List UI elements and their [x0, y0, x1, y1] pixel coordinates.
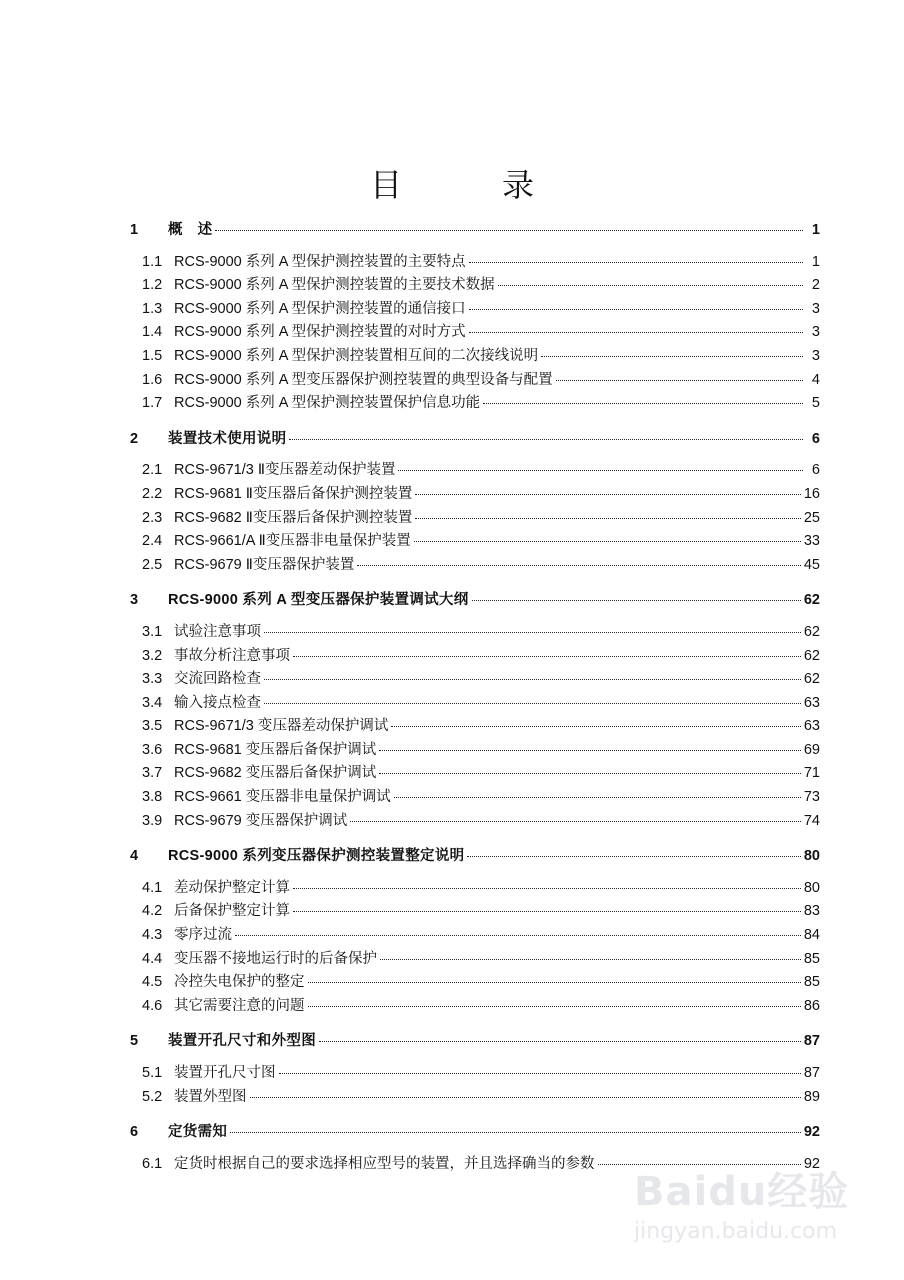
toc-section-entry[interactable]	[130, 667, 820, 691]
toc-entry-number: 2.2	[142, 485, 163, 502]
toc-page-number: 16	[803, 485, 820, 502]
toc-entry-title: RCS-9679 变压器保护调试	[174, 812, 348, 829]
toc-entry-number: 3.4	[142, 694, 163, 711]
toc-section-entry[interactable]	[130, 344, 820, 368]
toc-section-entry[interactable]	[130, 1061, 820, 1085]
toc-dot-leader	[235, 934, 801, 936]
toc-chapter-entry[interactable]	[130, 1029, 820, 1053]
toc-section-entry[interactable]	[130, 947, 820, 971]
toc-page-number: 5	[811, 395, 820, 412]
toc-entry-number: 3.3	[142, 671, 163, 688]
toc-entry-number: 5.2	[142, 1088, 163, 1105]
toc-dot-leader	[264, 702, 801, 704]
toc-page-number: 3	[811, 324, 820, 341]
toc-chapter-entry[interactable]	[130, 218, 820, 242]
toc-entry-title: 试验注意事项	[174, 623, 261, 640]
toc-dot-leader	[264, 631, 801, 633]
toc-entry-number: 1.6	[142, 371, 163, 388]
page-title: 目 录	[369, 166, 568, 204]
toc-dot-leader	[469, 308, 803, 310]
toc-entry-title: 其它需要注意的问题	[174, 997, 305, 1014]
toc-page-number: 1	[811, 222, 820, 238]
toc-page-number: 62	[803, 623, 820, 640]
toc-page-number: 83	[803, 903, 820, 920]
toc-page-number: 62	[803, 592, 820, 609]
toc-entry-title: RCS-9671/3 Ⅱ变压器差动保护装置	[174, 462, 396, 479]
watermark-logo: Baidu经验	[634, 1169, 850, 1215]
toc-page-number: 6	[811, 430, 820, 447]
toc-entry-number: 2.5	[142, 556, 163, 573]
toc-page-number: 85	[803, 950, 820, 967]
toc-section-entry[interactable]	[130, 923, 820, 947]
toc-page-number: 69	[803, 741, 820, 758]
toc-dot-leader	[379, 749, 801, 751]
toc-entry-title: RCS-9682 变压器后备保护调试	[174, 765, 377, 782]
toc-chapter-entry[interactable]	[130, 427, 820, 451]
toc-dot-leader	[556, 379, 803, 381]
toc-page-number: 73	[803, 789, 820, 806]
toc-section-entry[interactable]	[130, 506, 820, 530]
toc-dot-leader	[293, 910, 801, 912]
toc-entry-title: RCS-9681 变压器后备保护调试	[174, 741, 377, 758]
toc-page-number: 33	[803, 533, 820, 550]
toc-page-number: 87	[803, 1033, 820, 1050]
toc-dot-leader	[250, 1096, 801, 1098]
toc-entry-number: 6.1	[142, 1155, 163, 1172]
toc-page-number: 92	[803, 1155, 820, 1172]
toc-page-number: 71	[803, 765, 820, 782]
toc-dot-leader	[350, 820, 801, 822]
toc-page-number: 74	[803, 812, 820, 829]
toc-entry-number: 2	[130, 430, 139, 447]
toc-page-number: 1	[811, 253, 820, 270]
toc-page-number: 62	[803, 671, 820, 688]
toc-section-entry[interactable]	[130, 809, 820, 833]
toc-section-entry[interactable]	[130, 250, 820, 274]
toc-entry-number: 1.2	[142, 277, 163, 294]
toc-page-number: 62	[803, 647, 820, 664]
toc-page-number: 63	[803, 694, 820, 711]
toc-entry-number: 4	[130, 848, 139, 865]
toc-section-entry[interactable]	[130, 620, 820, 644]
toc-entry-title: 概 述	[168, 222, 213, 238]
toc-dot-leader	[380, 958, 801, 960]
toc-entry-number: 4.6	[142, 997, 163, 1014]
toc-entry-number: 1.5	[142, 347, 163, 364]
toc-entry-number: 4.5	[142, 974, 163, 991]
toc-entry-number: 1.1	[142, 253, 163, 270]
toc-section-entry[interactable]	[130, 368, 820, 392]
toc-page-number: 87	[803, 1065, 820, 1081]
toc-entry-title: RCS-9682 Ⅱ变压器后备保护测控装置	[174, 509, 413, 526]
toc-dot-leader	[469, 331, 803, 333]
toc-entry-title: 交流回路检查	[174, 671, 261, 688]
toc-page-number: 3	[811, 300, 820, 317]
toc-entry-number: 5.1	[142, 1065, 163, 1081]
toc-dot-leader	[293, 655, 801, 657]
toc-entry-title: RCS-9000 系列 A 型保护测控装置的通信接口	[174, 300, 466, 317]
toc-section-entry[interactable]	[130, 297, 820, 321]
toc-dot-leader	[279, 1072, 801, 1074]
toc-page-number: 92	[803, 1124, 820, 1141]
table-of-contents	[130, 218, 820, 1175]
toc-entry-number: 1.4	[142, 324, 163, 341]
toc-entry-number: 2.4	[142, 533, 163, 550]
toc-entry-title: 输入接点检查	[174, 694, 261, 711]
toc-dot-leader	[357, 564, 800, 566]
toc-page-number: 85	[803, 974, 820, 991]
toc-dot-leader	[289, 438, 803, 440]
toc-dot-leader	[472, 599, 801, 601]
toc-section-entry[interactable]	[130, 714, 820, 738]
toc-entry-title: 零序过流	[174, 927, 232, 944]
toc-entry-number: 4.4	[142, 950, 163, 967]
toc-entry-number: 6	[130, 1124, 139, 1141]
baidu-watermark	[634, 1160, 864, 1270]
toc-section-entry[interactable]	[130, 994, 820, 1018]
toc-entry-title: RCS-9000 系列 A 型保护测控装置保护信息功能	[174, 395, 481, 412]
toc-entry-title: RCS-9000 系列 A 型保护测控装置的主要技术数据	[174, 277, 495, 294]
toc-entry-number: 4.3	[142, 927, 163, 944]
toc-section-entry[interactable]	[130, 899, 820, 923]
toc-entry-title: RCS-9661/A Ⅱ变压器非电量保护装置	[174, 533, 411, 550]
toc-page-number: 2	[811, 277, 820, 294]
toc-entry-title: 定货需知	[168, 1124, 228, 1141]
toc-entry-number: 1.7	[142, 395, 163, 412]
toc-chapter-entry[interactable]	[130, 1120, 820, 1144]
toc-entry-title: RCS-9000 系列 A 型保护测控装置的对时方式	[174, 324, 466, 341]
toc-section-entry[interactable]	[130, 876, 820, 900]
toc-dot-leader	[230, 1131, 801, 1133]
toc-section-entry[interactable]	[130, 320, 820, 344]
toc-section-entry[interactable]	[130, 553, 820, 577]
toc-page-number: 25	[803, 509, 820, 526]
toc-dot-leader	[398, 469, 803, 471]
toc-chapter-entry[interactable]	[130, 588, 820, 612]
toc-page-number: 3	[811, 347, 820, 364]
toc-entry-number: 3.8	[142, 789, 163, 806]
watermark-url: jingyan.baidu.com	[634, 1219, 838, 1244]
toc-section-entry[interactable]	[130, 1152, 820, 1176]
toc-section-entry[interactable]	[130, 458, 820, 482]
toc-dot-leader	[414, 540, 801, 542]
toc-entry-title: RCS-9681 Ⅱ变压器后备保护测控装置	[174, 485, 413, 502]
toc-entry-number: 1	[130, 222, 139, 238]
toc-entry-title: 冷控失电保护的整定	[174, 974, 305, 991]
toc-entry-number: 3.2	[142, 647, 163, 664]
toc-entry-number: 3.5	[142, 718, 163, 735]
toc-section-entry[interactable]	[130, 273, 820, 297]
toc-entry-title: 事故分析注意事项	[174, 647, 290, 664]
toc-dot-leader	[469, 261, 803, 263]
toc-entry-number: 2.3	[142, 509, 163, 526]
toc-section-entry[interactable]	[130, 529, 820, 553]
toc-section-entry[interactable]	[130, 785, 820, 809]
toc-dot-leader	[415, 517, 800, 519]
toc-chapter-entry[interactable]	[130, 844, 820, 868]
toc-entry-number: 3.6	[142, 741, 163, 758]
toc-entry-title: RCS-9661 变压器非电量保护调试	[174, 789, 391, 806]
toc-entry-title: RCS-9000 系列 A 型变压器保护测控装置的典型设备与配置	[174, 371, 553, 388]
toc-entry-number: 1.3	[142, 300, 163, 317]
toc-section-entry[interactable]	[130, 391, 820, 415]
toc-entry-number: 4.1	[142, 879, 163, 896]
toc-entry-number: 3.7	[142, 765, 163, 782]
toc-entry-title: RCS-9000 系列 A 型保护测控装置的主要特点	[174, 253, 466, 270]
toc-dot-leader	[467, 855, 800, 857]
toc-dot-leader	[391, 725, 801, 727]
toc-dot-leader	[293, 887, 801, 889]
toc-dot-leader	[483, 402, 803, 404]
toc-dot-leader	[319, 1040, 801, 1042]
toc-entry-title: 变压器不接地运行时的后备保护	[174, 950, 377, 967]
toc-dot-leader	[215, 229, 803, 231]
toc-entry-title: 后备保护整定计算	[174, 903, 290, 920]
toc-page-number: 86	[803, 997, 820, 1014]
toc-dot-leader	[498, 284, 803, 286]
toc-entry-title: RCS-9679 Ⅱ变压器保护装置	[174, 556, 355, 573]
toc-entry-title: 装置外型图	[174, 1088, 247, 1105]
toc-page-number: 45	[803, 556, 820, 573]
toc-entry-title: 装置开孔尺寸和外型图	[168, 1033, 316, 1050]
toc-section-entry[interactable]	[130, 761, 820, 785]
toc-entry-title: RCS-9000 系列变压器保护测控装置整定说明	[168, 848, 465, 865]
toc-entry-title: 装置开孔尺寸图	[174, 1065, 276, 1081]
toc-entry-title: RCS-9000 系列 A 型变压器保护装置调试大纲	[168, 592, 469, 609]
toc-dot-leader	[308, 981, 801, 983]
toc-section-entry[interactable]	[130, 644, 820, 668]
toc-dot-leader	[264, 678, 801, 680]
toc-section-entry[interactable]	[130, 482, 820, 506]
toc-page-number: 6	[811, 462, 820, 479]
toc-dot-leader	[379, 772, 801, 774]
toc-section-entry[interactable]	[130, 970, 820, 994]
toc-entry-title: 定货时根据自己的要求选择相应型号的装置，并且选择确当的参数	[174, 1155, 595, 1172]
toc-page-number: 84	[803, 927, 820, 944]
toc-section-entry[interactable]	[130, 738, 820, 762]
toc-entry-number: 3.9	[142, 812, 163, 829]
toc-dot-leader	[415, 493, 800, 495]
toc-entry-number: 4.2	[142, 903, 163, 920]
toc-section-entry[interactable]	[130, 691, 820, 715]
toc-entry-title: 差动保护整定计算	[174, 879, 290, 896]
toc-page-number: 4	[811, 371, 820, 388]
toc-dot-leader	[308, 1005, 801, 1007]
toc-page-number: 80	[803, 879, 820, 896]
toc-dot-leader	[541, 355, 803, 357]
toc-entry-number: 3	[130, 592, 139, 609]
toc-entry-number: 2.1	[142, 462, 163, 479]
toc-page-number: 89	[803, 1088, 820, 1105]
toc-entry-title: RCS-9671/3 变压器差动保护调试	[174, 718, 389, 735]
toc-entry-title: 装置技术使用说明	[168, 430, 287, 447]
toc-dot-leader	[394, 796, 801, 798]
toc-entry-number: 5	[130, 1033, 139, 1050]
toc-dot-leader	[598, 1163, 801, 1165]
toc-page-number: 80	[803, 848, 820, 865]
toc-entry-title: RCS-9000 系列 A 型保护测控装置相互间的二次接线说明	[174, 347, 539, 364]
toc-entry-number: 3.1	[142, 623, 163, 640]
toc-page-number: 63	[803, 718, 820, 735]
toc-section-entry[interactable]	[130, 1085, 820, 1109]
